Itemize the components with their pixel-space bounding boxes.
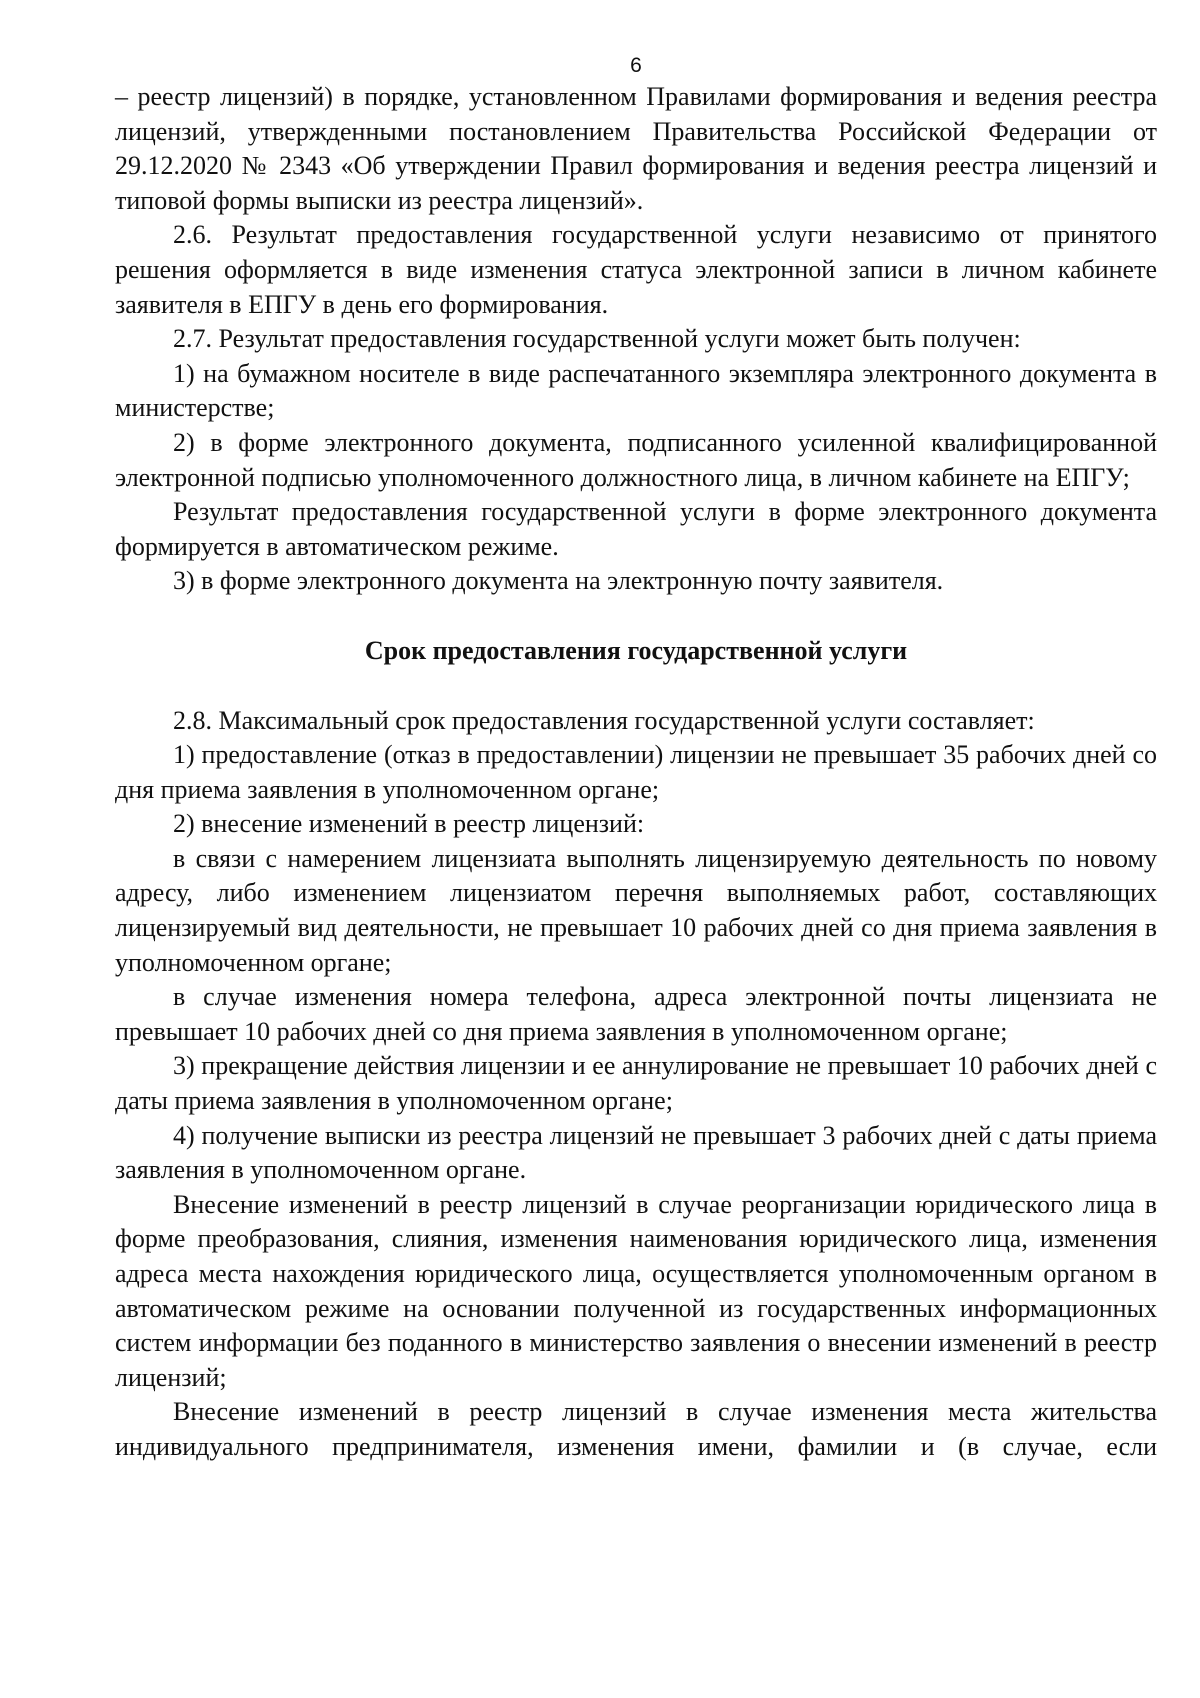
paragraph: 1) предоставление (отказ в предоставлении) лицензии не превышает 35 рабочих дней со дня приема заявления в уполномоченном органе; — [115, 740, 1157, 804]
paragraph: 3) в форме электронного документа на электронную почту заявителя. — [173, 566, 944, 596]
paragraph: 1) на бумажном носителе в виде распечатанного экземпляра электронного документа в министерстве; — [115, 358, 1157, 423]
paragraph: 2) в форме электронного документа, подписанного усиленной квалифицированной электронной подписью уполномоченного должностного лица, в личном кабинете на ЕПГУ; — [115, 427, 1157, 492]
paragraph: Внесение изменений в реестр лицензий в случае реорганизации юридического лица в форме преобразования, слияния, изменения наименования юридического лица, изменения адреса места нахождения юридического лица, осуществляется уполномоченным органом в автоматическом режиме на основании полученной из государственных информационных систем информации без поданного в министерство заявления о внесении изменений в реестр лицензий; — [115, 1189, 1157, 1392]
paragraph: 4) получение выписки из реестра лицензий не превышает 3 рабочих дней с даты приема заявления в уполномоченном органе. — [115, 1120, 1157, 1185]
paragraph: 2.6. Результат предоставления государственной услуги независимо от принятого решения оформляется в виде изменения статуса электронной записи в личном кабинете заявителя в ЕПГУ в день его формирования. — [115, 220, 1157, 319]
document-page — [115, 52, 1157, 1465]
paragraph: 2.7. Результат предоставления государственной услуги может быть получен: — [173, 324, 1021, 354]
body-text-bottom — [115, 704, 1157, 1465]
paragraph: 2) внесение изменений в реестр лицензий: — [173, 809, 645, 839]
body-text-top — [115, 80, 1157, 599]
paragraph: Результат предоставления государственной услуги в форме электронного документа формируется в автоматическом режиме. — [115, 497, 1157, 561]
paragraph: в связи с намерением лицензиата выполнять лицензируемую деятельность по новому адресу, либо изменением лицензиатом перечня выполняемых работ, составляющих лицензируемый вид деятельности, не превышает 10 рабочих дней со дня приема заявления в уполномоченном органе; — [115, 843, 1157, 977]
paragraph: Внесение изменений в реестр лицензий в случае изменения места жительства индивидуального предпринимателя, изменения имени, фамилии и (в случае, если — [115, 1397, 1157, 1461]
paragraph: 2.8. Максимальный срок предоставления государственной услуги составляет: — [173, 705, 1035, 735]
paragraph: в случае изменения номера телефона, адреса электронной почты лицензиата не превышает 10 рабочих дней со дня приема заявления в уполномоченном органе; — [115, 982, 1157, 1046]
section-heading: Срок предоставления государственной услуги — [364, 635, 908, 665]
page-number: 6 — [630, 54, 642, 77]
paragraph: – реестр лицензий) в порядке, установленном Правилами формирования и ведения реестра лицензий, утвержденными постановлением Правительства Российской Федерации от 29.12.2020 № 2343 «Об утверждении Правил формирования и ведения реестра лицензий и типовой формы выписки из реестра лицензий». — [115, 82, 1157, 215]
paragraph: 3) прекращение действия лицензии и ее аннулирование не превышает 10 рабочих дней с даты приема заявления в уполномоченном органе; — [115, 1051, 1157, 1116]
